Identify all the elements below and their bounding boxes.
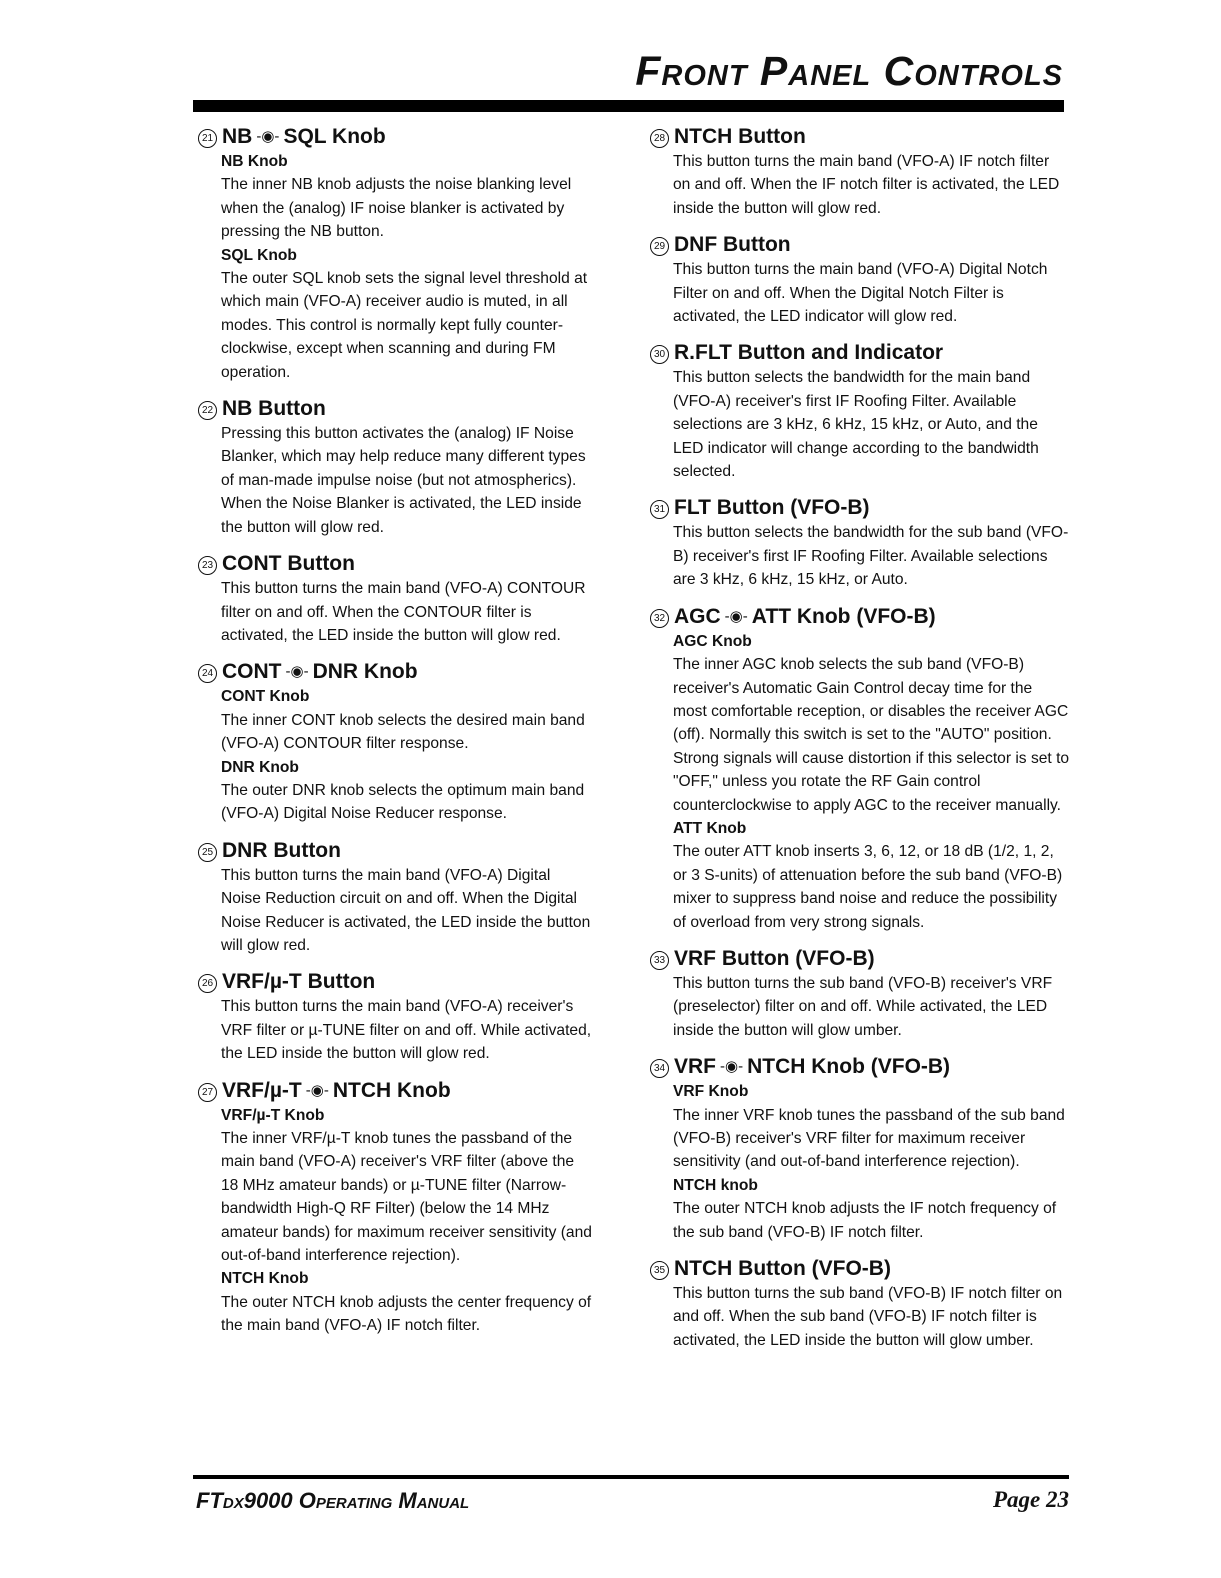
- section-body: [198, 422, 593, 539]
- sub-heading: AGC Knob: [673, 632, 752, 650]
- control-section: [198, 838, 593, 958]
- section-body: [198, 1104, 593, 1338]
- control-section: [650, 1054, 1070, 1244]
- page-title: Front Panel Controls: [635, 48, 1063, 94]
- section-title: VRF Button (VFO-B): [674, 946, 875, 970]
- section-body: [650, 150, 1070, 220]
- section-heading: [198, 551, 593, 577]
- item-number-badge: 33: [650, 951, 669, 970]
- sub-heading: CONT Knob: [221, 688, 310, 706]
- section-heading: [198, 124, 593, 150]
- page-number: Page 23: [992, 1487, 1069, 1512]
- left-column: [198, 124, 593, 1350]
- control-section: [650, 124, 1070, 220]
- paragraph: This button turns the sub band (VFO-B) receiver's VRF (preselector) filter on and off. While activated, the LED inside the button will glow umber.: [673, 974, 1053, 1039]
- section-title-outer: ATT Knob (VFO-B): [751, 604, 936, 628]
- section-title-outer: SQL Knob: [283, 125, 386, 148]
- section-body: [198, 685, 593, 825]
- section-title: NB Button: [222, 397, 326, 421]
- concentric-knob-icon: -◉-: [720, 1058, 744, 1076]
- section-title: DNR Button: [222, 838, 341, 862]
- paragraph: This button selects the bandwidth for the sub band (VFO-B) receiver's first IF Roofing Filter. Available selections are 3 kHz, 6 kHz, 15 kHz, or Auto.: [673, 524, 1069, 589]
- control-section: [650, 946, 1070, 1042]
- section-body: [650, 972, 1070, 1042]
- paragraph: The outer SQL knob sets the signal level threshold at which main (VFO-A) receiver audio is muted, in all modes. This control is normally kept fully counter-clockwise, except when scanning and during FM operation.: [221, 270, 588, 381]
- control-section: [650, 495, 1070, 591]
- section-heading: [198, 1078, 593, 1104]
- section-title: DNF Button: [674, 233, 791, 257]
- control-section: [650, 1256, 1070, 1352]
- section-heading: [198, 396, 593, 422]
- concentric-knob-icon: -◉-: [285, 663, 309, 681]
- item-number-badge: 27: [198, 1083, 217, 1102]
- item-number-badge: 30: [650, 345, 669, 364]
- section-title-outer: NTCH Knob: [332, 1078, 451, 1102]
- control-section: [650, 232, 1070, 328]
- section-title: CONT Button: [222, 552, 355, 576]
- item-number-badge: 23: [198, 556, 217, 575]
- paragraph: This button turns the main band (VFO-A) Digital Notch Filter on and off. When the Digital Notch Filter is activated, the LED indicator will glow red.: [673, 261, 1048, 326]
- section-heading: [198, 838, 593, 864]
- section-body: [650, 1080, 1070, 1244]
- item-number-badge: 22: [198, 401, 217, 420]
- control-section: [198, 396, 593, 539]
- sub-heading: NTCH Knob: [221, 1270, 309, 1288]
- section-body: [650, 521, 1070, 591]
- sub-heading: SQL Knob: [221, 246, 297, 264]
- paragraph: The inner VRF knob tunes the passband of the sub band (VFO-B) receiver's VRF filter for maximum receiver sensitivity (and out-of-band interference rejection).: [673, 1106, 1065, 1171]
- control-section: [650, 340, 1070, 483]
- sub-heading: DNR Knob: [221, 758, 299, 776]
- section-body: [650, 366, 1070, 483]
- section-heading: [650, 1054, 1070, 1080]
- right-column: [650, 124, 1070, 1364]
- section-body: [198, 577, 593, 647]
- control-section: [198, 124, 593, 384]
- section-body: [650, 1282, 1070, 1352]
- paragraph: This button turns the main band (VFO-A) IF notch filter on and off. When the IF notch filter is activated, the LED inside the button will glow red.: [673, 153, 1060, 217]
- item-number-badge: 24: [198, 664, 217, 683]
- section-title: NB: [222, 125, 253, 148]
- paragraph: The outer NTCH knob adjusts the IF notch frequency of the sub band (VFO-B) IF notch filter.: [673, 1200, 1057, 1241]
- paragraph: The inner CONT knob selects the desired main band (VFO-A) CONTOUR filter response.: [221, 711, 585, 753]
- section-heading: [650, 604, 1070, 630]
- paragraph: This button turns the main band (VFO-A) CONTOUR filter on and off. When the CONTOUR filter is activated, the LED inside the button will glow red.: [221, 580, 586, 644]
- section-title-outer: DNR Knob: [312, 660, 418, 684]
- section-heading: [650, 946, 1070, 972]
- sub-heading: VRF/µ-T Knob: [221, 1106, 325, 1124]
- paragraph: This button turns the main band (VFO-A) receiver's VRF filter or µ-TUNE filter on and off. While activated, the LED inside the button will glow red.: [221, 998, 592, 1063]
- section-title: CONT: [222, 660, 282, 684]
- section-body: [198, 995, 593, 1065]
- section-heading: [650, 124, 1070, 150]
- control-section: [198, 659, 593, 825]
- paragraph: This button turns the main band (VFO-A) Digital Noise Reduction circuit on and off. When the Digital Noise Reducer is activated, the LED inside the button will glow red.: [221, 866, 591, 954]
- section-title: AGC: [674, 604, 721, 628]
- item-number-badge: 28: [650, 129, 669, 148]
- section-title: NTCH Button (VFO-B): [674, 1257, 891, 1281]
- section-heading: [650, 340, 1070, 366]
- control-section: [198, 551, 593, 647]
- section-body: [198, 150, 593, 384]
- sub-heading: VRF Knob: [673, 1083, 749, 1101]
- sub-heading: NTCH knob: [673, 1176, 758, 1194]
- paragraph: The inner NB knob adjusts the noise blanking level when the (analog) IF noise blanker is activated by pressing the NB button.: [221, 176, 572, 241]
- paragraph: Pressing this button activates the (analog) IF Noise Blanker, which may help reduce many different types of man-made impulse noise (but not atmospherics). When the Noise Blanker is activated, the LED inside the button will glow red.: [221, 425, 586, 536]
- control-section: [198, 1078, 593, 1338]
- section-title: R.FLT Button and Indicator: [674, 341, 944, 365]
- item-number-badge: 25: [198, 843, 217, 862]
- concentric-knob-icon: -◉-: [305, 1081, 329, 1099]
- section-heading: [198, 969, 593, 995]
- paragraph: The outer DNR knob selects the optimum main band (VFO-A) Digital Noise Reducer response.: [221, 781, 585, 823]
- control-section: [650, 604, 1070, 934]
- section-heading: [198, 659, 593, 685]
- item-number-badge: 26: [198, 974, 217, 993]
- paragraph: The inner AGC knob selects the sub band (VFO-B) receiver's Automatic Gain Control decay time for the most comfortable reception, or disables the receiver AGC (off). Normally this switch is set to the "AUTO" position. Strong signals will cause distortion if this selector is set to "OFF," unless you rotate the RF Gain control counterclockwise to apply AGC to the receiver manually.: [673, 656, 1070, 814]
- paragraph: The outer ATT knob inserts 3, 6, 12, or 18 dB (1/2, 1, 2, or 3 S-units) of attenuation before the sub band (VFO-B) mixer to suppress band noise and reduce the possibility of overload from very strong signals.: [673, 843, 1063, 931]
- item-number-badge: 31: [650, 500, 669, 519]
- paragraph: The inner VRF/µ-T knob tunes the passband of the main band (VFO-A) receiver's VRF filter (above the 18 MHz amateur bands) or µ-TUNE filter (Narrow-bandwidth High-Q RF Filter) (below the 14 MHz amateur bands) for maximum receiver sensitivity (and out-of-band interference rejection).: [221, 1130, 592, 1265]
- section-heading: [650, 232, 1070, 258]
- concentric-knob-icon: -◉-: [724, 607, 748, 625]
- footer-rule: [193, 1475, 1069, 1479]
- item-number-badge: 35: [650, 1261, 669, 1280]
- paragraph: This button selects the bandwidth for the main band (VFO-A) receiver's first IF Roofing Filter. Available selections are 3 kHz, 6 kHz, 15 kHz, or Auto, and the LED indicator will change according to the bandwidth selected.: [673, 369, 1039, 481]
- paragraph: This button turns the sub band (VFO-B) IF notch filter on and off. When the sub band (VFO-B) IF notch filter is activated, the LED inside the button will glow umber.: [673, 1285, 1063, 1349]
- header-rule: [193, 100, 1064, 112]
- section-title: VRF: [674, 1055, 716, 1079]
- section-heading: [650, 1256, 1070, 1282]
- item-number-badge: 32: [650, 609, 669, 628]
- control-section: [198, 969, 593, 1065]
- section-title-outer: NTCH Knob (VFO-B): [747, 1055, 951, 1079]
- item-number-badge: 34: [650, 1059, 669, 1078]
- item-number-badge: 21: [198, 129, 217, 148]
- paragraph: The outer NTCH knob adjusts the center frequency of the main band (VFO-A) IF notch filter.: [221, 1293, 592, 1335]
- item-number-badge: 29: [650, 237, 669, 256]
- section-title: VRF/µ-T: [222, 1078, 302, 1102]
- section-title: VRF/µ-T Button: [222, 970, 376, 994]
- sub-heading: ATT Knob: [673, 819, 747, 837]
- section-body: [650, 630, 1070, 934]
- concentric-knob-icon: -◉-: [256, 128, 280, 145]
- manual-title: FTdx9000 Operating Manual: [196, 1488, 470, 1513]
- sub-heading: NB Knob: [221, 153, 288, 170]
- section-body: [198, 864, 593, 958]
- section-heading: [650, 495, 1070, 521]
- section-title: NTCH Button: [674, 125, 806, 148]
- section-body: [650, 258, 1070, 328]
- section-title: FLT Button (VFO-B): [674, 496, 870, 520]
